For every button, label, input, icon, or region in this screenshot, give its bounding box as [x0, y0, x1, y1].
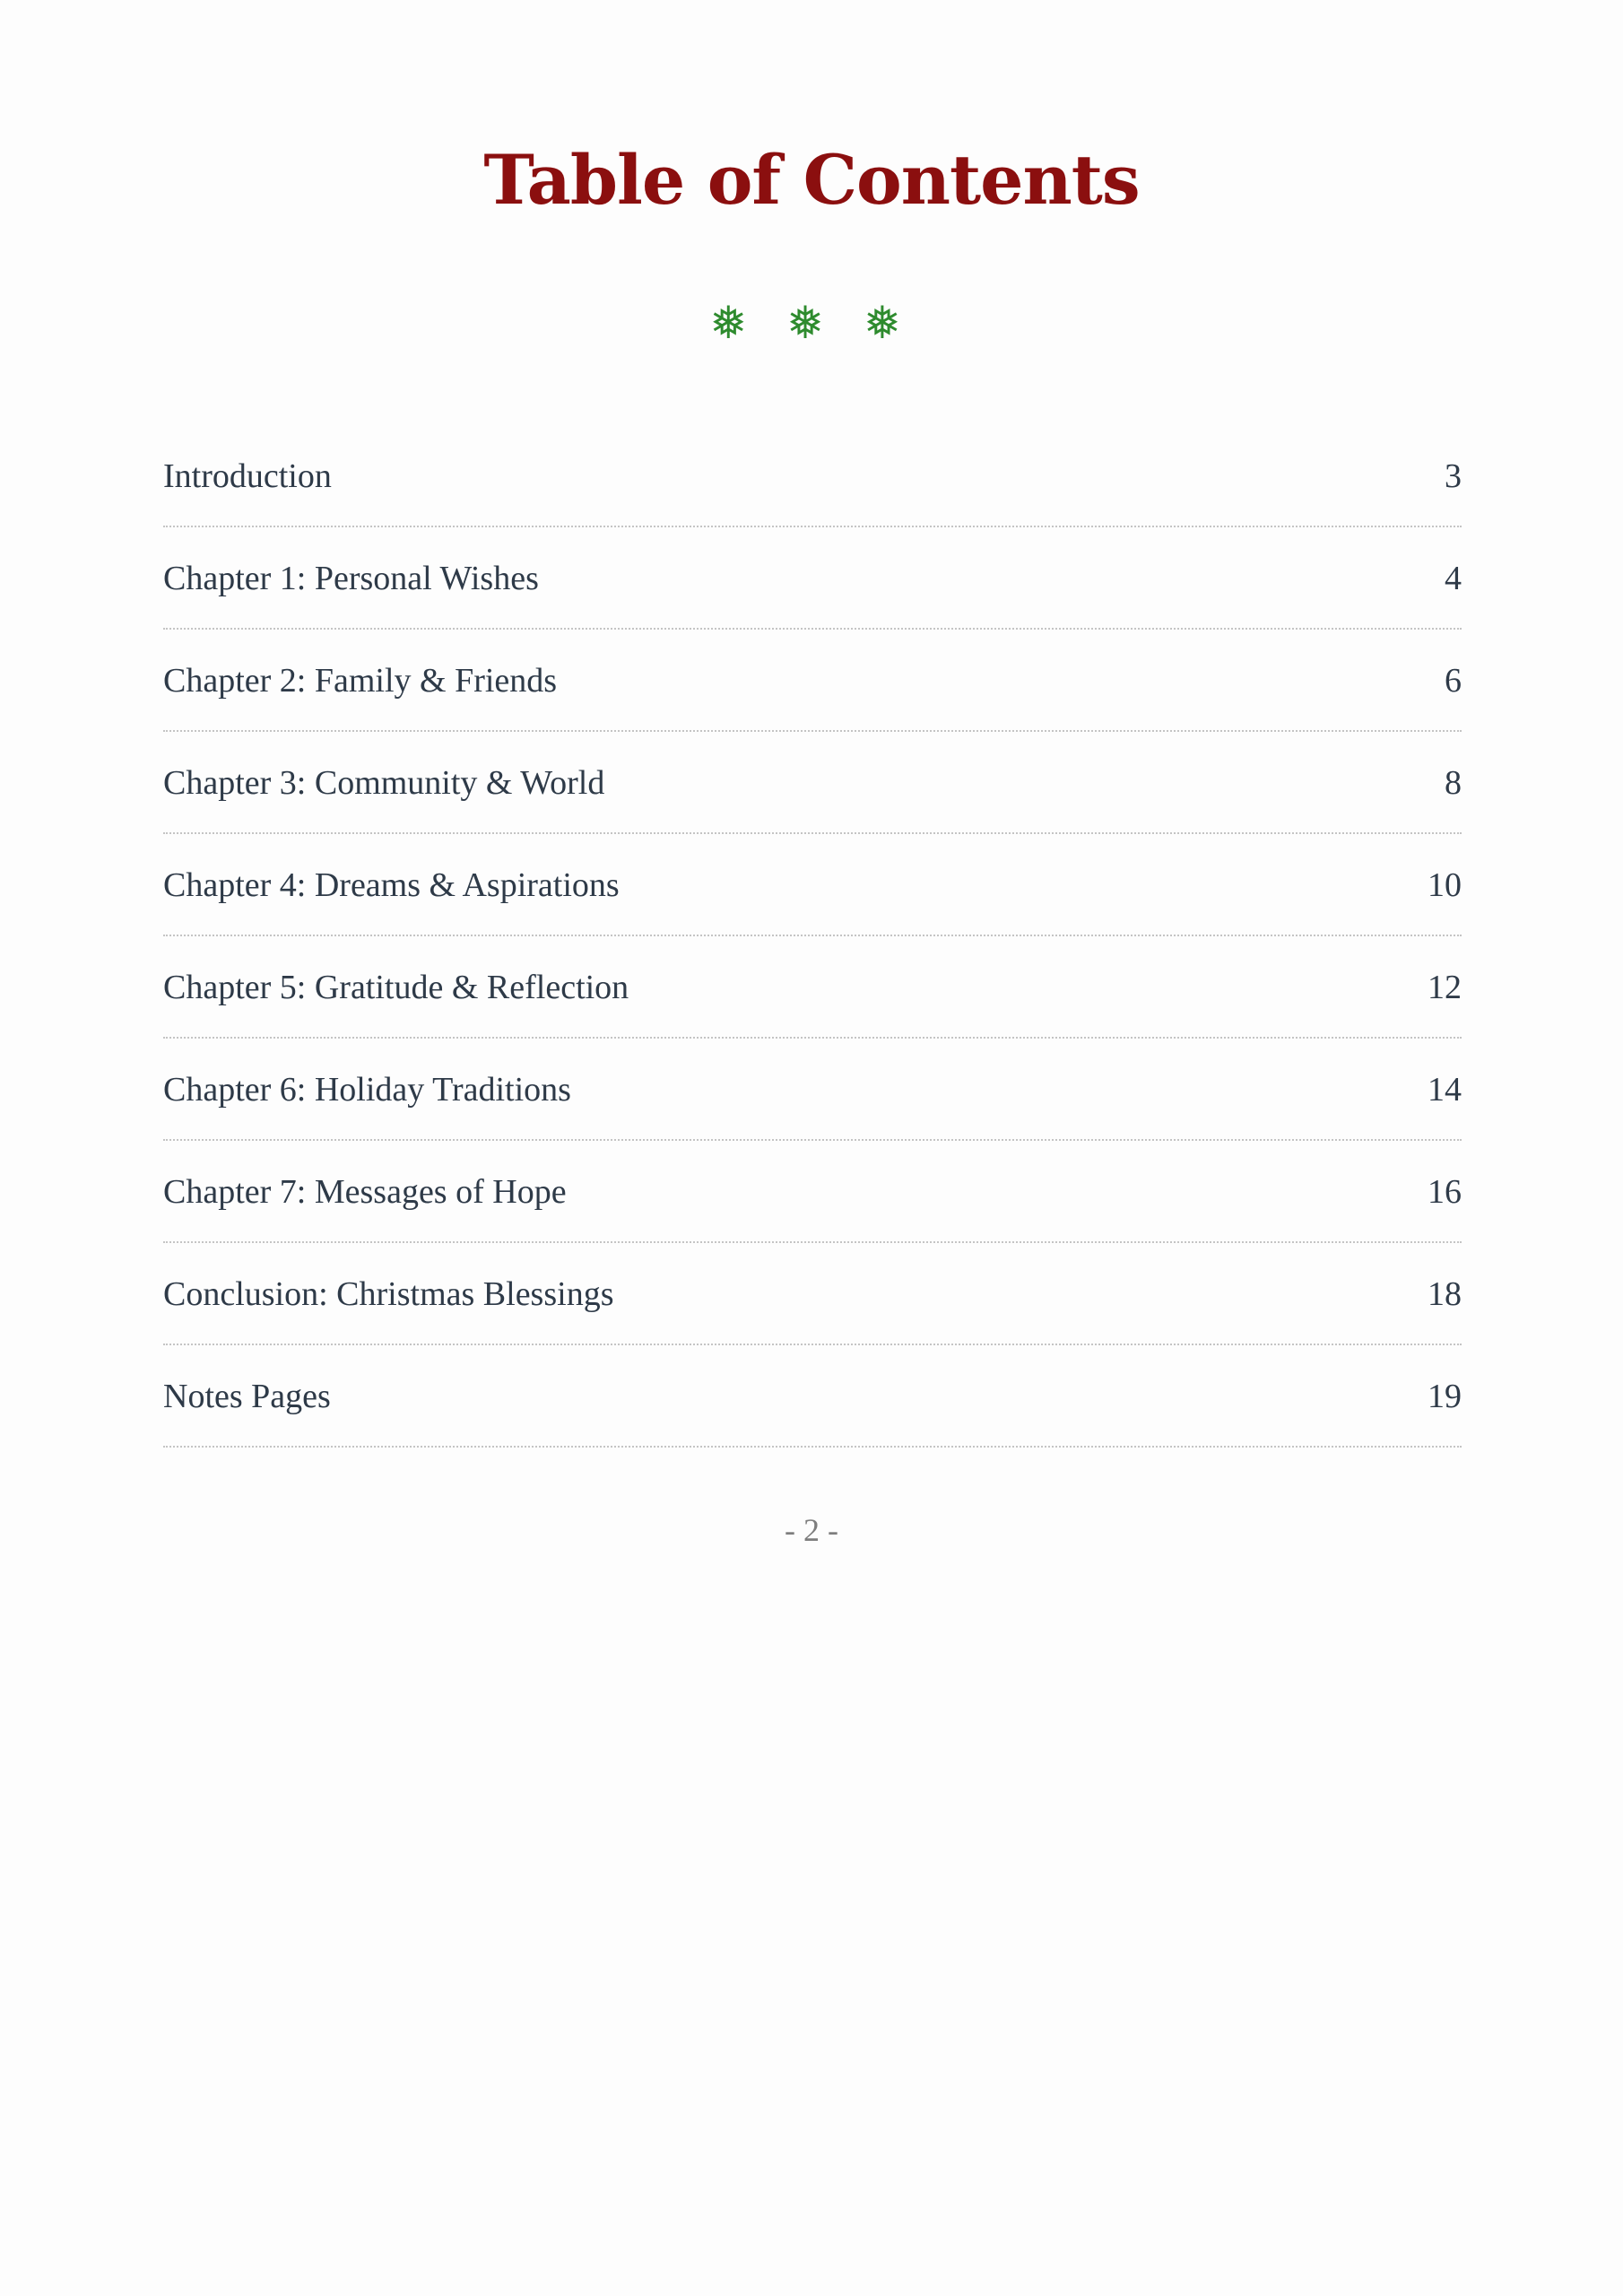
snowflake-ornament	[0, 291, 1623, 354]
toc-entry-label: Chapter 6: Holiday Traditions	[163, 1071, 571, 1109]
snowflake-icon: ❅	[709, 297, 760, 349]
toc-entry-page: 6	[1445, 662, 1462, 700]
toc-entry-label: Chapter 2: Family & Friends	[163, 662, 558, 700]
toc-entry-page: 8	[1445, 764, 1462, 802]
toc-entry-label: Chapter 3: Community & World	[163, 764, 605, 802]
toc-entry-chapter-4[interactable]	[163, 836, 1462, 936]
toc-entry-page: 16	[1428, 1173, 1462, 1211]
toc-entry-chapter-7[interactable]	[163, 1143, 1462, 1243]
toc-entry-label: Chapter 4: Dreams & Aspirations	[163, 866, 620, 904]
toc-entry-page: 18	[1428, 1275, 1462, 1313]
toc-entry-conclusion[interactable]	[163, 1245, 1462, 1345]
toc-entry-page: 14	[1428, 1071, 1462, 1109]
toc-entry-label: Chapter 5: Gratitude & Reflection	[163, 969, 629, 1006]
snowflake-icon: ❅	[786, 297, 837, 349]
toc-entry-notes-pages[interactable]	[163, 1347, 1462, 1448]
toc-entry-label: Notes Pages	[163, 1378, 331, 1415]
toc-entry-page: 12	[1428, 969, 1462, 1006]
toc-entry-introduction[interactable]	[163, 427, 1462, 527]
page-number: - 2 -	[785, 1512, 838, 1548]
toc-entry-page: 3	[1445, 457, 1462, 495]
page-title: Table of Contents	[483, 139, 1140, 220]
toc-entry-chapter-3[interactable]	[163, 734, 1462, 834]
toc-entry-page: 4	[1445, 560, 1462, 597]
toc-entry-chapter-1[interactable]	[163, 529, 1462, 630]
toc-entry-label: Chapter 7: Messages of Hope	[163, 1173, 567, 1211]
toc-entry-label: Chapter 1: Personal Wishes	[163, 560, 539, 597]
toc-entry-page: 19	[1428, 1378, 1462, 1415]
toc-entry-chapter-2[interactable]	[163, 631, 1462, 732]
toc-entry-chapter-5[interactable]	[163, 938, 1462, 1039]
table-of-contents	[163, 427, 1462, 1448]
toc-entry-page: 10	[1428, 866, 1462, 904]
snowflake-icon: ❅	[863, 297, 914, 349]
toc-entry-label: Conclusion: Christmas Blessings	[163, 1275, 614, 1313]
toc-entry-chapter-6[interactable]	[163, 1040, 1462, 1141]
toc-entry-label: Introduction	[163, 457, 332, 495]
